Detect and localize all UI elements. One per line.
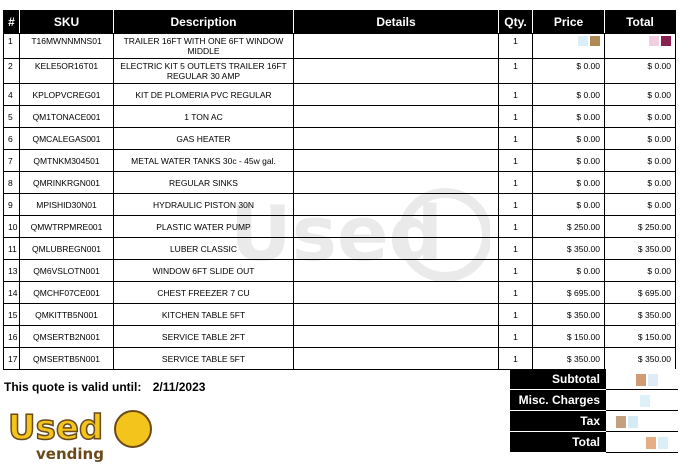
- col-header-total: Total: [605, 11, 676, 34]
- row-sku: QMWTRPMRE001: [20, 216, 114, 238]
- total-value: [606, 432, 678, 453]
- summary-subtotal-row: [510, 369, 678, 390]
- row-total: $ 350.00: [605, 304, 676, 326]
- row-details: [294, 216, 499, 238]
- row-total: $ 0.00: [605, 150, 676, 172]
- row-details: [294, 282, 499, 304]
- row-price: $ 250.00: [533, 216, 605, 238]
- table-row: [4, 172, 676, 194]
- table-row: [4, 282, 676, 304]
- validity-label: This quote is valid until:: [4, 380, 142, 394]
- col-header-price: Price: [533, 11, 605, 34]
- table-row: [4, 128, 676, 150]
- row-qty: 1: [499, 172, 533, 194]
- table-row: [4, 348, 676, 370]
- row-total: $ 150.00: [605, 326, 676, 348]
- row-qty: 1: [499, 128, 533, 150]
- summary-tax-row: [510, 411, 678, 432]
- tax-value: [606, 411, 678, 432]
- row-index: 7: [4, 150, 20, 172]
- row-qty: 1: [499, 34, 533, 59]
- row-price: $ 350.00: [533, 238, 605, 260]
- col-header-index: #: [4, 11, 20, 34]
- table-row: [4, 59, 676, 84]
- row-index: 13: [4, 260, 20, 282]
- row-qty: 1: [499, 348, 533, 370]
- table-row: [4, 304, 676, 326]
- row-details: [294, 260, 499, 282]
- row-price: $ 0.00: [533, 150, 605, 172]
- row-qty: 1: [499, 304, 533, 326]
- table-row: [4, 106, 676, 128]
- row-details: [294, 348, 499, 370]
- row-total: [605, 34, 676, 59]
- row-price: $ 350.00: [533, 304, 605, 326]
- misc-charges-value: [606, 390, 678, 411]
- row-total: $ 0.00: [605, 194, 676, 216]
- used-vending-logo: [8, 405, 158, 465]
- row-details: [294, 326, 499, 348]
- col-header-description: Description: [114, 11, 294, 34]
- table-row: [4, 260, 676, 282]
- subtotal-label: Subtotal: [510, 369, 606, 390]
- row-details: [294, 84, 499, 106]
- validity-date: 2/11/2023: [152, 380, 206, 394]
- table-row: [4, 238, 676, 260]
- row-sku: QMTNKM304501: [20, 150, 114, 172]
- row-sku: QM1TONACE001: [20, 106, 114, 128]
- subtotal-value: [606, 369, 678, 390]
- row-description: REGULAR SINKS: [114, 172, 294, 194]
- row-total: $ 0.00: [605, 172, 676, 194]
- row-index: 11: [4, 238, 20, 260]
- row-qty: 1: [499, 326, 533, 348]
- row-description: KIT DE PLOMERIA PVC REGULAR: [114, 84, 294, 106]
- row-description: GAS HEATER: [114, 128, 294, 150]
- row-index: 6: [4, 128, 20, 150]
- row-details: [294, 34, 499, 59]
- table-row: [4, 84, 676, 106]
- row-index: 17: [4, 348, 20, 370]
- table-row: [4, 34, 676, 59]
- row-details: [294, 194, 499, 216]
- row-sku: QMSERTB2N001: [20, 326, 114, 348]
- table-header-row: [4, 11, 676, 34]
- row-sku: QM6VSLOTN001: [20, 260, 114, 282]
- row-total: $ 695.00: [605, 282, 676, 304]
- row-description: LUBER CLASSIC: [114, 238, 294, 260]
- row-sku: QMSERTB5N001: [20, 348, 114, 370]
- row-index: 15: [4, 304, 20, 326]
- col-header-qty: Qty.: [499, 11, 533, 34]
- row-sku: KELE5OR16T01: [20, 59, 114, 84]
- row-description: WINDOW 6FT SLIDE OUT: [114, 260, 294, 282]
- row-sku: QMLUBREGN001: [20, 238, 114, 260]
- row-price: $ 0.00: [533, 194, 605, 216]
- row-qty: 1: [499, 238, 533, 260]
- summary-total-row: [510, 432, 678, 453]
- row-total: $ 0.00: [605, 260, 676, 282]
- row-index: 10: [4, 216, 20, 238]
- row-total: $ 0.00: [605, 106, 676, 128]
- row-total: $ 0.00: [605, 84, 676, 106]
- col-header-details: Details: [294, 11, 499, 34]
- row-index: 1: [4, 34, 20, 59]
- table-row: [4, 150, 676, 172]
- row-price: $ 350.00: [533, 348, 605, 370]
- row-qty: 1: [499, 106, 533, 128]
- row-price: $ 695.00: [533, 282, 605, 304]
- logo-used-text: Used: [8, 408, 104, 448]
- col-header-sku: SKU: [20, 11, 114, 34]
- row-qty: 1: [499, 282, 533, 304]
- row-price: $ 0.00: [533, 59, 605, 84]
- row-sku: QMKITTB5N001: [20, 304, 114, 326]
- row-details: [294, 128, 499, 150]
- row-details: [294, 172, 499, 194]
- row-total: $ 350.00: [605, 348, 676, 370]
- row-price: $ 150.00: [533, 326, 605, 348]
- misc-charges-label: Misc. Charges: [510, 390, 606, 411]
- row-details: [294, 150, 499, 172]
- row-qty: 1: [499, 260, 533, 282]
- row-index: 5: [4, 106, 20, 128]
- row-qty: 1: [499, 59, 533, 84]
- row-description: SERVICE TABLE 2FT: [114, 326, 294, 348]
- total-label: Total: [510, 432, 606, 453]
- table-row: [4, 194, 676, 216]
- row-price: $ 0.00: [533, 84, 605, 106]
- piggy-bank-icon: [115, 411, 151, 447]
- row-price: $ 0.00: [533, 260, 605, 282]
- row-description: 1 TON AC: [114, 106, 294, 128]
- row-qty: 1: [499, 194, 533, 216]
- row-total: $ 0.00: [605, 128, 676, 150]
- row-qty: 1: [499, 216, 533, 238]
- row-details: [294, 304, 499, 326]
- row-qty: 1: [499, 84, 533, 106]
- row-index: 2: [4, 59, 20, 84]
- row-index: 14: [4, 282, 20, 304]
- row-total: $ 0.00: [605, 59, 676, 84]
- row-total: $ 250.00: [605, 216, 676, 238]
- row-price: $ 0.00: [533, 106, 605, 128]
- row-sku: QMCHF07CE001: [20, 282, 114, 304]
- tax-label: Tax: [510, 411, 606, 432]
- row-description: HYDRAULIC PISTON 30N: [114, 194, 294, 216]
- row-index: 9: [4, 194, 20, 216]
- row-index: 4: [4, 84, 20, 106]
- row-description: KITCHEN TABLE 5FT: [114, 304, 294, 326]
- row-index: 8: [4, 172, 20, 194]
- summary-box: [510, 369, 678, 453]
- row-sku: QMCALEGAS001: [20, 128, 114, 150]
- row-total: $ 350.00: [605, 238, 676, 260]
- row-details: [294, 238, 499, 260]
- row-description: TRAILER 16FT WITH ONE 6FT WINDOW MIDDLE: [114, 34, 294, 59]
- row-description: CHEST FREEZER 7 CU: [114, 282, 294, 304]
- quote-validity: [4, 380, 205, 394]
- row-sku: MPISHID30N01: [20, 194, 114, 216]
- row-sku: KPLOPVCREG01: [20, 84, 114, 106]
- quote-table: [3, 10, 676, 370]
- row-price: $ 0.00: [533, 128, 605, 150]
- row-details: [294, 59, 499, 84]
- table-row: [4, 326, 676, 348]
- row-sku: T16MWNNMNS01: [20, 34, 114, 59]
- row-details: [294, 106, 499, 128]
- row-sku: QMRINKRGN001: [20, 172, 114, 194]
- logo-vending-text: vending: [36, 445, 104, 463]
- row-description: ELECTRIC KIT 5 OUTLETS TRAILER 16FT REGULAR 30 AMP: [114, 59, 294, 84]
- row-description: METAL WATER TANKS 30c - 45w gal.: [114, 150, 294, 172]
- row-description: PLASTIC WATER PUMP: [114, 216, 294, 238]
- row-qty: 1: [499, 150, 533, 172]
- summary-misc-row: [510, 390, 678, 411]
- row-description: SERVICE TABLE 5FT: [114, 348, 294, 370]
- row-price: [533, 34, 605, 59]
- table-row: [4, 216, 676, 238]
- row-index: 16: [4, 326, 20, 348]
- row-price: $ 0.00: [533, 172, 605, 194]
- svg-text:Used: Used: [230, 189, 443, 278]
